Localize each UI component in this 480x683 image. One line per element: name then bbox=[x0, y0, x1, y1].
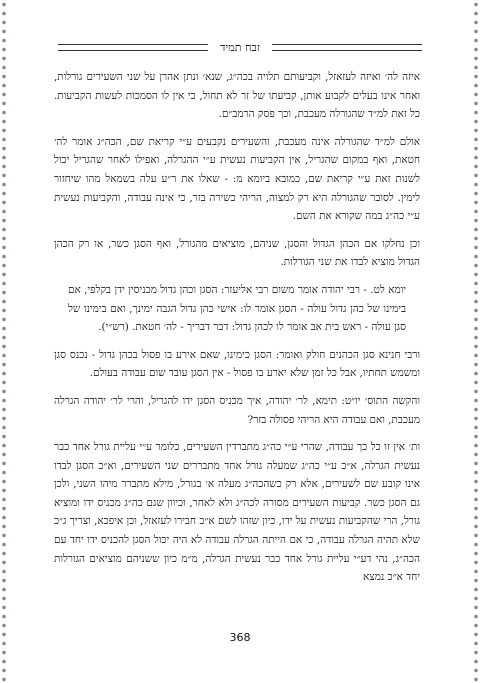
paragraph: אולם למ״ד שהגורלה אינה מעכבת, והשעירים נקבעים ע״י קריאת שם, הכה״ג אומר לה׳ חטאת, ואף במקום שהגריל, אין הקביעות נעשית ע״י ההגרלה, ואפילו לאחר שהגריל יכול לשנות זאת ע״י קריאת שם, כמובא ביומא מ: - שאלו את ר״ע עלה בשמאל מהו שיחזור לימין. לסובר שהגורלה היא רק למצוה, הריהי כשירה בזר, כי אינה עבודה, והקביעות נעשית ע״י כה״ג במה שקורא את השם. bbox=[54, 135, 420, 223]
paragraph: ות׳ אין זו כל כך עבודה, שהרי ע״י כה״ג מתברדין השעירים, כלומר ע״י עליית גורל אחד כבר נעשית הגרלה, א״כ ע״י כה״ג שמעלה גורל אחד מתבררים שני השעירים, וא״כ הסגן לבדו אינו קובע שם לשעירים, אלא רק כשהכה״ג מעלה א׳ בגורל, מילא מתברר מיהו השני, ולכן גם הסגן כשר. קביעות השעירים מסורה לכה״ג ולא לאחר, וכיוון שגם כה״ג מכניס ידו ומוציא גורל, הרי שהקביעות נעשית על ידו, כיון שזהו לשם א״כ חבירו לעזאזל, וכן איפכא, וצריך ג״כ שלא תהיה הגרלה עבודה, כי אם הייתה הגרלה עבודה לא היה יכול הסגן להכניס ידו יחד עם הכה״ג, נהי דע״י עליית גורל אחד כבר נעשית הגרלה, מ״מ כיון ששניהם מוציאים הגורלות יחד א״כ נמצא bbox=[54, 441, 420, 584]
page-number: 368 bbox=[229, 631, 251, 644]
header-title: זבח תמיד bbox=[220, 41, 260, 54]
paragraph: ורבי חנינא סגן הכהנים חולק ואומר: הסגן כימינו, שאם אירע בו פסול בכהן גדול - נכנס סגן ומשמש תחתיו, אבל כל זמן שלא יארע בו פסול - אין הסגן עובד שום עבודה בעולם. bbox=[54, 348, 420, 380]
paragraph: והקשה התוס׳ יו״ט: תימא, לר׳ יהודה, איך מכניס הסגן ידו להגריל, והרי לר׳ יהודה הגרלה מעכבת, ואם עבודה היא הריהי פסולה בזר? bbox=[54, 394, 420, 426]
paragraph: איזה לה׳ ואיזה לעזאזל, וקביעותם תלויה בכה״ג, שנא׳ ונתן אהרן על שני השעירים גורלות, ואחר אינו בעלים לקבוע אותן, קביעתו של זר לא תחול, כי אין לו הסמכות לעשות הקביעות. כל זאת למ״ד שהגורלה מעכבת, וכך פסק הרמב״ם. bbox=[54, 71, 420, 121]
paragraph: וכן נחלקו אם הכהן הגדול והסגן, שניהם, מוציאים מהגורל, ואף הסגן כשר, או רק הכהן הגדול מוציא לבדו את שני הגורלות. bbox=[54, 237, 420, 269]
source-quote: יומא לט. - רבי יהודה אומר משום רבי אליעזר: הסגן וכהן גדול מכניסין ידן בקלפי, אם בימינו של כהן גדול עולה - הסגן אומר לו: אישי כהן גדול הגבה ימינך, ואם בימינו של סגן עולה - ראש בית אב אומר לו לכהן גדול: דבר דבריך - לה׳ חטאת. (רש״י). bbox=[68, 283, 406, 334]
header-rule-right bbox=[272, 44, 422, 51]
page-body bbox=[54, 68, 420, 596]
header-rule-left bbox=[58, 44, 208, 51]
running-header bbox=[58, 42, 422, 53]
